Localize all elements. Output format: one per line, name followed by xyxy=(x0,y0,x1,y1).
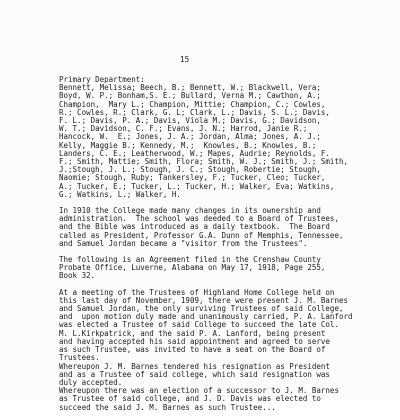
primary-department-section xyxy=(59,76,395,199)
text-line: Hancock, W. E.; Jones, J. A.; Jordan, Alma; Jones, A. J.; xyxy=(59,132,321,142)
text-line: R.; Cowles, R.; Clark, G. L; Clark, L.; Davis, S. L.; Davis, xyxy=(59,107,330,117)
text-line: Probate Office, Luverne, Alabama on May 17, 1918, Page 255, xyxy=(59,263,326,273)
text-line: duly accepted. xyxy=(59,377,123,387)
paragraph-agreement xyxy=(59,256,395,281)
text-line: Boyd, W. P.; Bonham,S. E.; Bullard, Verna M.; Cawthon, A.; xyxy=(59,91,321,101)
text-line: and upon motion duly made and unanimously carried, P. A. Lanford xyxy=(59,312,353,322)
text-line: and as a Trustee of said college, which said resignation was xyxy=(59,369,330,379)
text-line: as Trustee of said college, and J. D. Davis was elected to xyxy=(59,394,321,404)
paragraph-1910 xyxy=(59,207,395,248)
text-line: this last day of November, 1909, there were present J. M. Barnes xyxy=(59,295,348,305)
text-line: Bennett, Melissa; Beech, B.; Bennett, W.; Blackwell, Vera; xyxy=(59,83,321,93)
page-number: 15 xyxy=(180,55,190,64)
text-line: succeed the said J. M. Barnes as such Trustee... xyxy=(59,402,276,412)
text-line: G.; Watkins, L.; Walker, H. xyxy=(59,189,181,199)
text-line: Landers, C. E.; Leatherwood, W.; Mapes, Audrie; Reynolds, F. xyxy=(59,148,330,158)
text-line: and the Bible was introduced as a daily textbook. The Board xyxy=(59,222,330,232)
text-line: was elected a Trustee of said College to succeed the late Col. xyxy=(59,320,339,330)
text-line: Naomie; Stough, Ruby; Tankersley, F.; Tucker, Cleo; Tucker, xyxy=(59,173,326,183)
text-line: called as President, Professor G.A. Dunn of Memphis, Tennessee, xyxy=(59,230,344,240)
text-line: as such Trustee, was invited to have a seat on the Board of xyxy=(59,345,326,355)
text-line: and having accepted his said appointment and agreed to serve xyxy=(59,336,330,346)
text-line: F. L.; Davis, P. A.; Davis, Viola M.; Davis, G.; Davidson, xyxy=(59,116,321,126)
text-line: J.;Stough, J. L.; Stough, J. C.; Stough, Robertie; Stough, xyxy=(59,165,321,175)
text-line: Champion, Mary L.; Champion, Mittie; Champion, C.; Cowles, xyxy=(59,99,326,109)
text-line: The following is an Agreement filed in the Crenshaw County xyxy=(59,255,321,265)
text-line: At a meeting of the Trustees of Highland Home College held on xyxy=(59,287,335,297)
text-line: and Samuel Jordan became a "visitor from the Trustees". xyxy=(59,238,308,248)
text-line: and Samuel Jordan, the only surviving Trustees of said College, xyxy=(59,304,344,314)
text-line: Kelly, Maggie B.; Kennedy, M.; Knowles, B.; Knowles, B.; xyxy=(59,140,317,150)
text-line: Whereupon J. M. Barnes tendered his resignation as President xyxy=(59,361,330,371)
paragraph-meeting xyxy=(59,289,395,412)
text-line: Whereupon there was an election of a successor to J. M. Barnes xyxy=(59,386,339,396)
text-line: administration. The school was deeded to a Board of Trustees, xyxy=(59,214,339,224)
page-content xyxy=(59,76,395,420)
text-line: W. T.; Davidson, C. F.; Evans, J. N.; Harrod, Janie R.; xyxy=(59,124,308,134)
text-line: M. L.Kirkpatrick, and the said P. A. Lanford, being present xyxy=(59,328,326,338)
text-line: A.; Tucker, E.; Tucker, L.; Tucker, H.; Walker, Eva; Watkins, xyxy=(59,181,335,191)
text-line: F.; Smith, Mattie; Smith, Flora; Smith, W. J.; Smith, J.; Smith, xyxy=(59,157,348,167)
text-line: In 1910 the College made many changes in its ownership and xyxy=(59,206,321,216)
section-heading: Primary Department: xyxy=(59,75,145,84)
text-line: Book 32. xyxy=(59,271,96,281)
text-line: Trustees. xyxy=(59,353,100,363)
